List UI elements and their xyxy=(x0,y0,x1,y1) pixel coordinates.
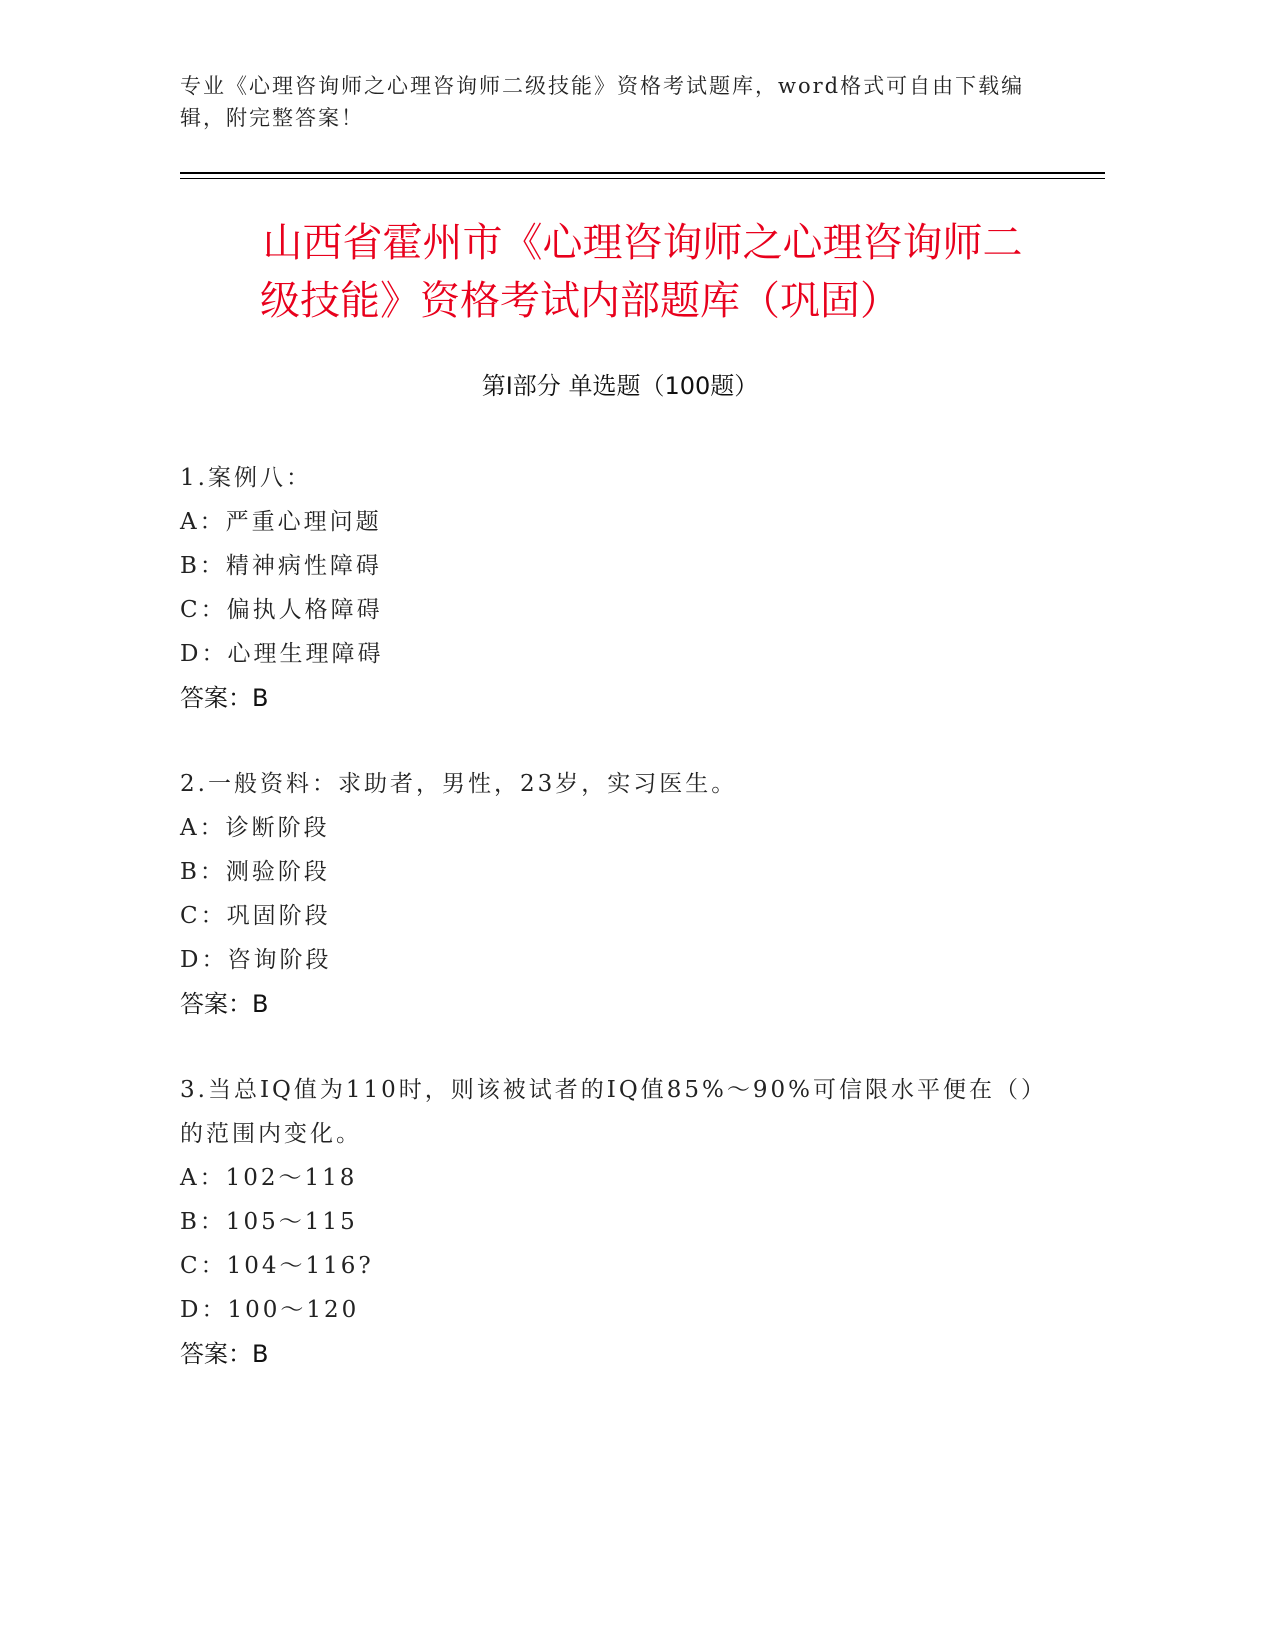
question-3 xyxy=(180,1068,1040,1376)
option-b: B：精神病性障碍 xyxy=(180,553,382,579)
option-d: D：咨询阶段 xyxy=(180,947,332,973)
option-c: C：偏执人格障碍 xyxy=(180,597,383,623)
option-c: C：巩固阶段 xyxy=(180,903,331,929)
option-a: A：诊断阶段 xyxy=(180,815,330,841)
document-title-line2: 级技能》资格考试内部题库（巩固） xyxy=(260,278,900,324)
answer-line: 答案：B xyxy=(180,1340,269,1368)
option-c: C：104～116? xyxy=(180,1253,374,1279)
answer-line: 答案：B xyxy=(180,684,269,712)
question-stem: 1.案例八： xyxy=(180,465,312,491)
question-stem: 2.一般资料：求助者，男性，23岁，实习医生。 xyxy=(180,771,738,797)
option-b: B：105～115 xyxy=(180,1209,358,1235)
option-a: A：严重心理问题 xyxy=(180,509,382,535)
question-2 xyxy=(180,762,1040,1026)
document-title-line1: 山西省霍州市《心理咨询师之心理咨询师二 xyxy=(262,220,1023,266)
option-b: B：测验阶段 xyxy=(180,859,330,885)
document-title xyxy=(180,214,1105,330)
header-note: 专业《心理咨询师之心理咨询师二级技能》资格考试题库，word格式可自由下载编辑，附完整答案！ xyxy=(180,74,1025,130)
header-divider-thin xyxy=(180,178,1105,179)
question-list xyxy=(180,456,1040,1418)
section-title: 第Ⅰ部分 单选题（100题） xyxy=(481,372,759,400)
answer-line: 答案：B xyxy=(180,990,269,1018)
option-d: D：100～120 xyxy=(180,1297,360,1323)
header-divider-thick xyxy=(180,172,1105,174)
option-a: A：102～118 xyxy=(180,1165,358,1191)
option-d: D：心理生理障碍 xyxy=(180,641,384,667)
question-stem: 3.当总IQ值为110时，则该被试者的IQ值85%～90%可信限水平便在（）的范围内变化。 xyxy=(180,1077,1036,1147)
question-1 xyxy=(180,456,1040,720)
